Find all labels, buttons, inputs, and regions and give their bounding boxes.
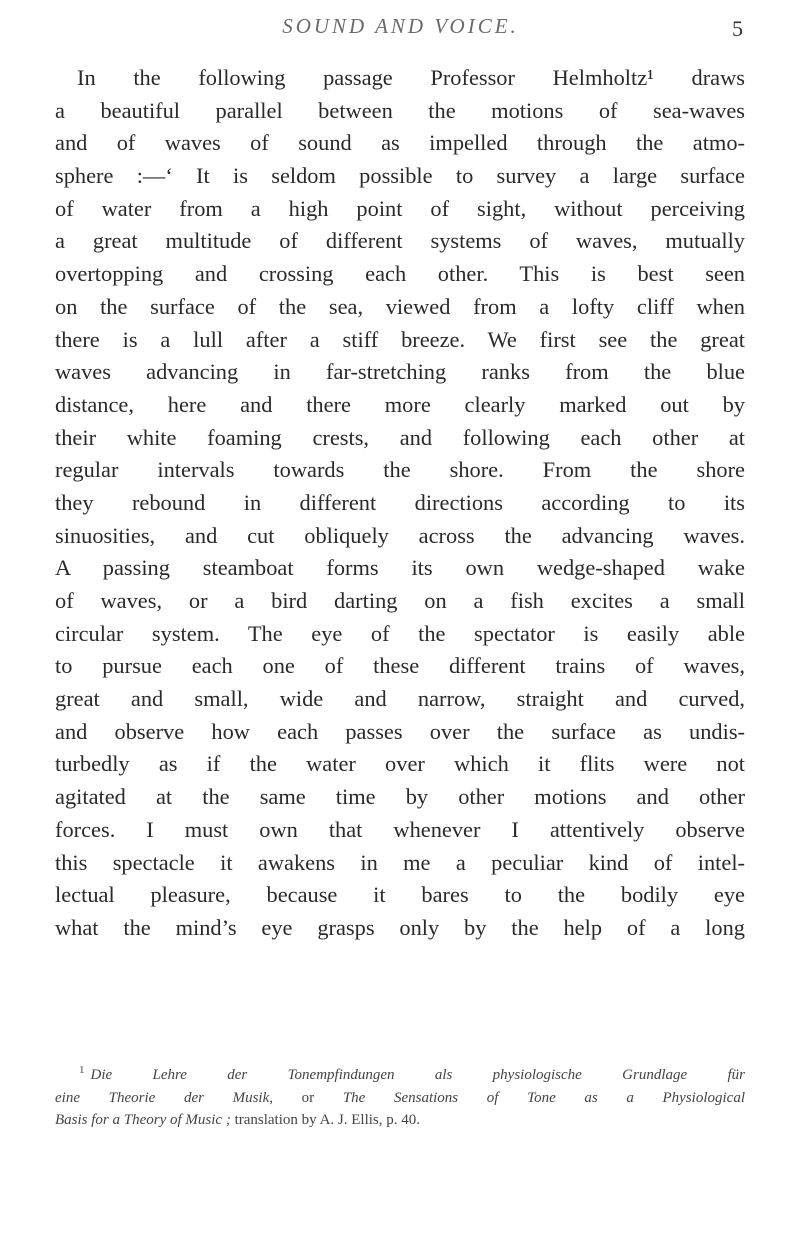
footnote-line [55,1087,745,1110]
text-line: agitated at the same time by other motions and other [55,784,745,810]
footnote [55,1059,745,1132]
text-line: distance, here and there more clearly marked out by [55,391,745,417]
text-line: In the following passage Professor Helmholtz¹ draws [77,65,745,90]
page-number: 5 [732,16,743,41]
text-line: sphere :—‘ It is seldom possible to survey a large surface [55,163,745,189]
text-line: their white foaming crests, and following each other at [55,424,745,450]
footnote-title-german-cont: eine Theorie der Musik, [55,1089,274,1106]
body-paragraph [55,62,745,945]
text-line: waves advancing in far-stretching ranks from the blue [55,359,745,385]
text-line: a great multitude of different systems of waves, mutually [55,228,745,254]
text-line: of waves, or a bird darting on a fish excites a small [55,588,745,613]
footnote-citation: translation by A. J. Ellis, p. 40. [230,1112,420,1128]
text-line: A passing steamboat forms its own wedge-shaped wake [55,555,745,581]
text-line: this spectacle it awakens in me a peculiar kind of intel- [55,849,745,875]
text-line: lectual pleasure, because it bares to the bodily eye [55,882,745,908]
text-line: and of waves of sound as impelled through the atmo- [55,130,745,156]
text-line: to pursue each one of these different trains of waves, [55,653,745,679]
footnote-line [55,1109,745,1132]
running-title: SOUND AND VOICE. [282,14,519,38]
text-line: on the surface of the sea, viewed from a lofty cliff when [55,293,745,319]
footnote-conjunction: or [273,1089,343,1106]
text-line: circular system. The eye of the spectator is easily able [55,620,745,646]
text-line: there is a lull after a stiff breeze. We first see the great [55,326,745,352]
running-head [0,14,801,54]
footnote-line [55,1059,745,1087]
text-line: sinuosities, and cut obliquely across the advancing waves. [55,522,745,548]
text-line: of water from a high point of sight, without perceiving [55,195,745,221]
text-line: and observe how each passes over the surface as undis- [55,718,745,744]
text-line: turbedly as if the water over which it flits were not [55,751,745,777]
footnote-title-english: The Sensations of Tone as a Physiological [342,1089,745,1106]
text-line: a beautiful parallel between the motions of sea-waves [55,97,745,123]
footnote-title-english-cont: Basis for a Theory of Music ; [55,1112,231,1128]
text-line: regular intervals towards the shore. From the shore [55,457,745,483]
text-line: what the mind’s eye grasps only by the help of a long [55,914,745,940]
footnote-title-german: Die Lehre der Tonempfindungen als physiologische Grundlage für [90,1067,745,1083]
text-line: great and small, wide and narrow, straight and curved, [55,686,745,712]
text-line: forces. I must own that whenever I attentively observe [55,816,745,842]
footnote-marker: 1 [79,1064,85,1076]
text-line: they rebound in different directions according to its [55,489,745,515]
text-line: overtopping and crossing each other. This is best seen [55,261,745,287]
